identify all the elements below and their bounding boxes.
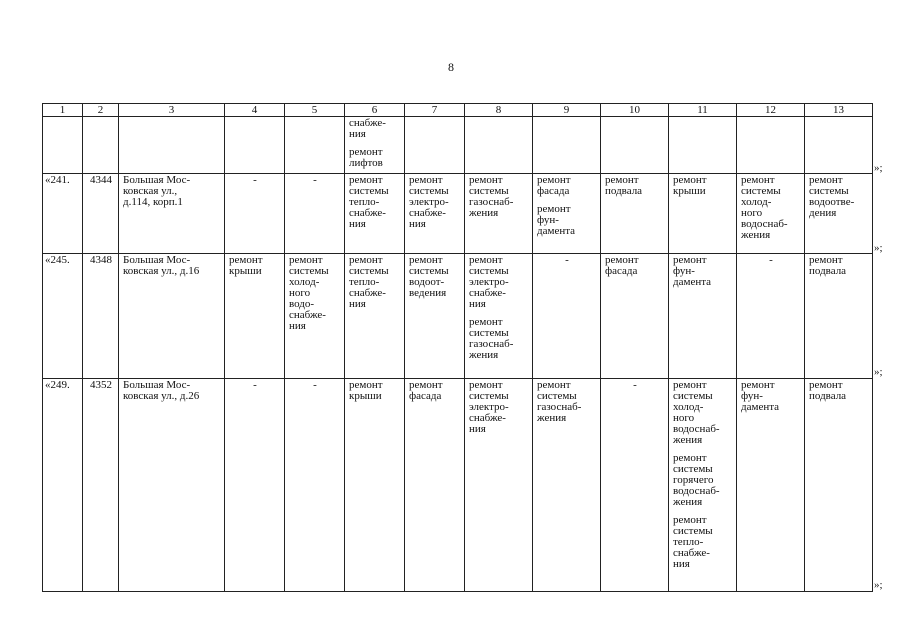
cell-text: ремонт системы холод- ного водо- снабже- ния [289, 254, 329, 332]
table-cell [119, 254, 225, 379]
table-cell [119, 379, 225, 592]
table-cell [225, 174, 285, 254]
table-cell [285, 254, 345, 379]
cell-text: 4348 [90, 254, 112, 266]
cell-text: ремонт системы холод- ного водоснаб- жения [741, 174, 788, 241]
table-cell [601, 254, 669, 379]
cell-text: ремонт системы горячего водоснаб- жения [673, 452, 720, 508]
cell-text: ремонт системы электро- снабже- ния [469, 254, 509, 310]
cell-text: ремонт системы газоснаб- жения [469, 316, 514, 361]
table-cell [225, 117, 285, 174]
cell-text: ремонт фун- дамента [537, 203, 576, 237]
cell-text: ремонт подвала [605, 174, 643, 197]
column-number: 1 [43, 104, 83, 117]
table-cell [465, 379, 533, 592]
cell-text: - [769, 254, 773, 266]
table-cell [225, 379, 285, 592]
cell-text: ремонт подвала [809, 379, 847, 402]
cell-text: «241. [45, 174, 70, 186]
cell-text: снабже- ния [349, 117, 386, 140]
table-cell [405, 379, 465, 592]
table-cell [285, 117, 345, 174]
cell-text: ремонт системы тепло- снабже- ния [349, 254, 389, 310]
column-number: 12 [737, 104, 805, 117]
cell-text: ремонт фасада [605, 254, 639, 277]
column-number: 9 [533, 104, 601, 117]
cell-text: ремонт системы водоотве- дения [809, 174, 855, 219]
cell-text: ремонт крыши [673, 174, 707, 197]
column-number: 4 [225, 104, 285, 117]
column-number: 6 [345, 104, 405, 117]
cell-text: ремонт подвала [809, 254, 847, 277]
cell-text: - [253, 379, 257, 391]
column-number: 2 [83, 104, 119, 117]
table-cell [83, 174, 119, 254]
table-cell [737, 117, 805, 174]
cell-text: ремонт системы тепло- снабже- ния [673, 514, 713, 570]
cell-text: ремонт фун- дамента [673, 254, 712, 288]
cell-text: ремонт системы электро- снабже- ния [409, 174, 449, 230]
table-cell [737, 379, 805, 592]
table-cell [805, 117, 873, 174]
table-cell [465, 117, 533, 174]
table-cell [533, 254, 601, 379]
column-number: 8 [465, 104, 533, 117]
cell-text: ремонт крыши [229, 254, 263, 277]
table-header-row [43, 104, 873, 117]
table-cell [345, 117, 405, 174]
cell-text: ремонт фун- дамента [741, 379, 780, 413]
table-cell [465, 174, 533, 254]
column-number: 13 [805, 104, 873, 117]
table-cell [345, 379, 405, 592]
table-cell [669, 379, 737, 592]
cell-text: ремонт крыши [349, 379, 383, 402]
table-cell [119, 117, 225, 174]
cell-text: ремонт лифтов [349, 146, 383, 169]
table-cell [805, 174, 873, 254]
cell-text: - [253, 174, 257, 186]
page-number: 8 [448, 60, 454, 74]
table-row [43, 254, 873, 379]
cell-text: ремонт системы холод- ного водоснаб- жения [673, 379, 720, 446]
table-cell [533, 117, 601, 174]
table-cell [83, 379, 119, 592]
column-number: 10 [601, 104, 669, 117]
column-number: 3 [119, 104, 225, 117]
row-end-mark: »; [874, 579, 883, 591]
table-cell [285, 174, 345, 254]
cell-text: ремонт системы электро- снабже- ния [469, 379, 509, 435]
table-cell [465, 254, 533, 379]
row-end-mark: »; [874, 162, 883, 174]
repair-schedule-table [42, 103, 873, 592]
cell-text: ремонт системы тепло- снабже- ния [349, 174, 389, 230]
table-row [43, 117, 873, 174]
table-cell [225, 254, 285, 379]
table-cell [43, 117, 83, 174]
table-cell [669, 117, 737, 174]
table-row [43, 174, 873, 254]
table-cell [601, 117, 669, 174]
row-end-mark: »; [874, 242, 883, 254]
table-cell [83, 254, 119, 379]
cell-text: «249. [45, 379, 70, 391]
table-cell [345, 174, 405, 254]
column-number: 7 [405, 104, 465, 117]
cell-text: Большая Мос- ковская ул., д.26 [123, 379, 200, 402]
column-number: 11 [669, 104, 737, 117]
table-cell [83, 117, 119, 174]
table-cell [669, 174, 737, 254]
cell-text: 4344 [90, 174, 112, 186]
table-cell [533, 379, 601, 592]
row-end-mark: »; [874, 366, 883, 378]
table-cell [119, 174, 225, 254]
table-cell [601, 379, 669, 592]
cell-text: «245. [45, 254, 70, 266]
table-cell [43, 379, 83, 592]
cell-text: ремонт системы газоснаб- жения [537, 379, 582, 424]
column-number: 5 [285, 104, 345, 117]
table-row [43, 379, 873, 592]
cell-text: - [633, 379, 637, 391]
table-cell [43, 174, 83, 254]
table-cell [601, 174, 669, 254]
table-cell [533, 174, 601, 254]
cell-text: 4352 [90, 379, 112, 391]
cell-text: - [313, 174, 317, 186]
table-cell [805, 254, 873, 379]
cell-text: ремонт фасада [537, 174, 571, 197]
table-cell [405, 254, 465, 379]
table-cell [805, 379, 873, 592]
table-cell [43, 254, 83, 379]
table-cell [737, 174, 805, 254]
cell-text: - [565, 254, 569, 266]
table-cell [405, 117, 465, 174]
cell-text: - [313, 379, 317, 391]
table-cell [285, 379, 345, 592]
table-cell [345, 254, 405, 379]
cell-text: ремонт фасада [409, 379, 443, 402]
cell-text: Большая Мос- ковская ул., д.114, корп.1 [123, 174, 191, 208]
cell-text: ремонт системы водоот- ведения [409, 254, 449, 299]
cell-text: ремонт системы газоснаб- жения [469, 174, 514, 219]
table-cell [669, 254, 737, 379]
cell-text: Большая Мос- ковская ул., д.16 [123, 254, 200, 277]
table-cell [737, 254, 805, 379]
table-cell [405, 174, 465, 254]
